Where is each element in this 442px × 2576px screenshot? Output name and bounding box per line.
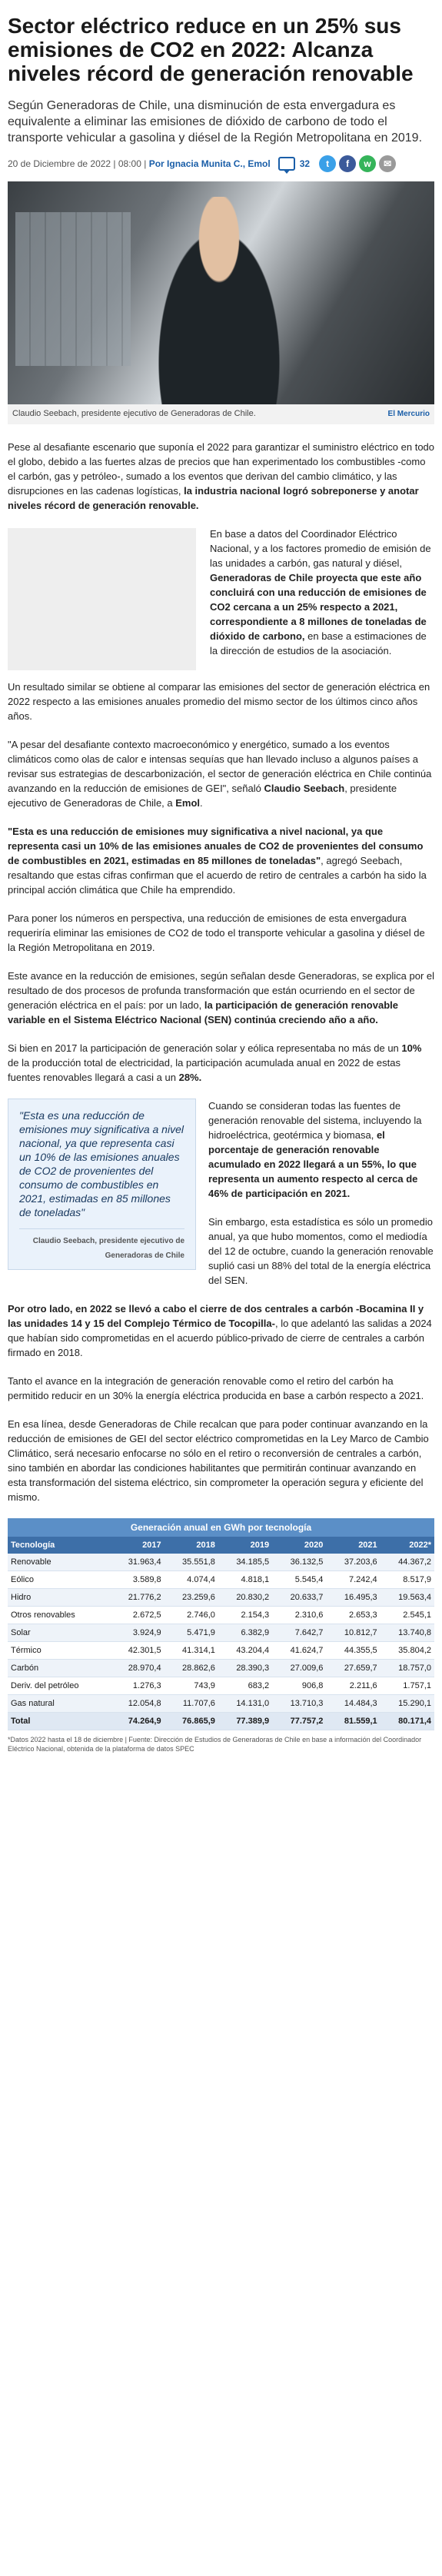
table-cell: 36.132,5 xyxy=(272,1554,326,1571)
table-cell: 28.390,3 xyxy=(218,1660,272,1677)
table-cell: 3.924,9 xyxy=(110,1624,164,1642)
table-cell: 14.131,0 xyxy=(218,1695,272,1713)
author-link[interactable]: Por Ignacia Munita C., Emol xyxy=(148,158,271,169)
table-cell: 35.551,8 xyxy=(165,1554,218,1571)
table-cell: 5.471,9 xyxy=(165,1624,218,1642)
table-cell: 6.382,9 xyxy=(218,1624,272,1642)
comments-button[interactable] xyxy=(278,157,310,171)
byline-row xyxy=(8,155,434,172)
comment-bubble-icon xyxy=(278,157,295,171)
paragraph: En esa línea, desde Generadoras de Chile recalcan que para poder continuar avanzando en la reducción de emisiones de GEI del sector eléctrico comprometidas en la Ley Marco de Cambio Climático, será necesario enfocarse no sólo en el retiro o reconversión de centrales a carbón, sino también en abordar las condiciones habilitantes que permitirán continuar avanzando en esta transformación del sistema eléctrico, sin comprometer la operación segura y eficiente del mismo. xyxy=(8,1418,429,1503)
table-cell: 41.624,7 xyxy=(272,1642,326,1660)
table-cell: 77.757,2 xyxy=(272,1713,326,1730)
table-header: Tecnología xyxy=(8,1537,110,1554)
table-cell: 42.301,5 xyxy=(110,1642,164,1660)
table-cell: 4.818,1 xyxy=(218,1571,272,1589)
photo-caption-row xyxy=(8,404,434,424)
table-cell: 20.633,7 xyxy=(272,1589,326,1607)
table-cell: 43.204,4 xyxy=(218,1642,272,1660)
paragraph-text: , lo que adelantó las salidas a 2024 que habían sido comprometidas en el acuerdo público-privado de cierre de centrales a carbón firmado en 2018. xyxy=(8,1318,432,1358)
table-cell: 3.589,8 xyxy=(110,1571,164,1589)
paragraph-bold: Generadoras de Chile proyecta que este año concluirá con una reducción de emisiones de CO2 cercana a un 25% respecto a 2021, correspondiente a 8 millones de toneladas de dióxido de carbono, xyxy=(210,572,427,642)
table-row xyxy=(8,1571,434,1589)
table-cell: Gas natural xyxy=(8,1695,110,1713)
paragraph: Sin embargo, esta estadística es sólo un promedio anual, ya que hubo momentos, como el mediodía del 12 de octubre, cuando la generación renovable suplió casi un 88% del total de la energía eléctrica del SEN. xyxy=(208,1216,434,1286)
comments-count: 32 xyxy=(299,158,311,169)
table-row xyxy=(8,1607,434,1624)
table-cell: 74.264,9 xyxy=(110,1713,164,1730)
article-title: Sector eléctrico reduce en un 25% sus emisiones de CO2 en 2022: Alcanza niveles récord de generación renovable xyxy=(8,14,414,85)
table-header: 2019 xyxy=(218,1537,272,1554)
photo-credit: El Mercurio xyxy=(387,410,430,418)
table-cell: 77.389,9 xyxy=(218,1713,272,1730)
whatsapp-icon[interactable]: w xyxy=(359,155,376,172)
paragraph-bold: "Esta es una reducción de emisiones muy significativa a nivel nacional, ya que representa casi un 10% de las emisiones anuales de CO2 de provenientes del consumo de combustibles en 2021, estimadas en 85 millones de toneladas" xyxy=(8,826,424,866)
table-cell: Deriv. del petróleo xyxy=(8,1677,110,1695)
table-cell: 13.740,8 xyxy=(381,1624,434,1642)
table-cell: 2.154,3 xyxy=(218,1607,272,1624)
table-cell: 12.054,8 xyxy=(110,1695,164,1713)
paragraph: Un resultado similar se obtiene al comparar las emisiones del sector de generación eléctrica en 2022 respecto a las emisiones anuales promedio del mismo sector de los últimos cinco años años. xyxy=(8,681,430,722)
table-cell: 27.009,6 xyxy=(272,1660,326,1677)
table-row xyxy=(8,1695,434,1713)
table-cell: 76.865,9 xyxy=(165,1713,218,1730)
pull-quote-text: "Esta es una reducción de emisiones muy significativa a nivel nacional, ya que representa casi un 10% de las emisiones anuales de CO2 de provenientes del consumo de combustibles en 2021, estimadas en 85 millones de toneladas" xyxy=(19,1109,184,1218)
paragraph-text: Este avance en la reducción de emisiones, según señalan desde Generadoras, se explica por el resultado de dos procesos de profunda transformación que están ocurriendo en el sector de generación eléctrica en el país: por un lado, xyxy=(8,970,435,1011)
photo-caption: Claudio Seebach, presidente ejecutivo de Generadoras de Chile. xyxy=(12,409,256,418)
table-header: 2021 xyxy=(326,1537,380,1554)
table-cell: 37.203,6 xyxy=(326,1554,380,1571)
table-cell: 27.659,7 xyxy=(326,1660,380,1677)
article-date: 20 de Diciembre de 2022 | 08:00 | xyxy=(8,158,147,169)
table-cell: 28.970,4 xyxy=(110,1660,164,1677)
paragraph xyxy=(8,737,434,810)
table-cell: Otros renovables xyxy=(8,1607,110,1624)
table-cell: 18.757,0 xyxy=(381,1660,434,1677)
article-lead: Según Generadoras de Chile, una disminución de esta envergadura es equivalente a eliminar las emisiones de dióxido de carbono de todo el transporte vehicular a gasolina y diésel de la Región Metropolitana en 2019. xyxy=(8,99,423,145)
table-row xyxy=(8,1677,434,1695)
paragraph-bold: Por otro lado, en 2022 se llevó a cabo el cierre de dos centrales a carbón -Bocamina II y las unidades 14 y 15 del Complejo Térmico de Tocopilla- xyxy=(8,1303,424,1329)
table-cell: 2.545,1 xyxy=(381,1607,434,1624)
table-cell: 4.074,4 xyxy=(165,1571,218,1589)
paragraph-text: , presidente ejecutivo de Generadoras de Chile, a xyxy=(8,783,397,809)
table-cell: 35.804,2 xyxy=(381,1642,434,1660)
table-row xyxy=(8,1660,434,1677)
table-cell: 1.757,1 xyxy=(381,1677,434,1695)
table-total-row xyxy=(8,1713,434,1730)
table-cell: 44.367,2 xyxy=(381,1554,434,1571)
paragraph-text: en base a estimaciones de la dirección de estudios de la asociación. xyxy=(210,630,427,656)
table-cell: 743,9 xyxy=(165,1677,218,1695)
article-photo xyxy=(8,181,434,404)
table-cell: 20.830,2 xyxy=(218,1589,272,1607)
paragraph-text: , agregó Seebach, resaltando que estas cifras confirman que el acuerdo de retiro de centrales a carbón ha sido la principal acción climática que Chile ha emprendido. xyxy=(8,855,427,896)
paragraph-bold: 10% xyxy=(401,1042,422,1054)
table-cell: 683,2 xyxy=(218,1677,272,1695)
paragraph-bold: la participación de generación renovable variable en el Sistema Eléctrico Nacional (SEN) continúa creciendo año a año. xyxy=(8,999,398,1025)
table-cell: 2.746,0 xyxy=(165,1607,218,1624)
paragraph xyxy=(8,440,434,513)
table-cell: 8.517,9 xyxy=(381,1571,434,1589)
table-cell: 28.862,6 xyxy=(165,1660,218,1677)
article-body xyxy=(8,440,434,1504)
paragraph-text: . xyxy=(200,797,203,809)
paragraph-text: En base a datos del Coordinador Eléctrico Nacional, y a los factores promedio de emisión de las unidades a carbón, gas natural y diésel, xyxy=(210,528,431,569)
table-cell: 23.259,6 xyxy=(165,1589,218,1607)
table-cell: 80.171,4 xyxy=(381,1713,434,1730)
table-cell: Carbón xyxy=(8,1660,110,1677)
table-cell: 906,8 xyxy=(272,1677,326,1695)
table-cell: 11.707,6 xyxy=(165,1695,218,1713)
table-cell: 7.642,7 xyxy=(272,1624,326,1642)
paragraph-text: de la producción total de electricidad, la participación acumulada anual en 2022 de estas fuentes renovables llegará a casi a un xyxy=(8,1057,400,1083)
paragraph-bold: la industria nacional logró sobreponerse y anotar niveles récord de generación renovable. xyxy=(8,485,419,511)
paragraph-bold: el porcentaje de generación renovable acumulado en 2022 llegará a un 55%, lo que representa un aumento respecto al cerca de 46% de participación en 2021. xyxy=(208,1129,418,1199)
table-cell: Total xyxy=(8,1713,110,1730)
twitter-icon[interactable]: t xyxy=(319,155,336,172)
table-row xyxy=(8,1624,434,1642)
table-cell: 5.545,4 xyxy=(272,1571,326,1589)
paragraph-text: Pese al desafiante escenario que suponía el 2022 para garantizar el suministro eléctrico en todo el globo, debido a las fuertes alzas de precios que han experimentado los combustibles -como el carbón, gas y petróleo-, sumado a los eventos que derivan del cambio climático, y las disrupciones en las cadenas logísticas, xyxy=(8,441,435,497)
paragraph xyxy=(8,824,434,897)
pull-quote-author: Claudio Seebach, presidente ejecutivo de Generadoras de Chile xyxy=(19,1228,184,1263)
generation-table xyxy=(8,1518,434,1730)
paragraph-bold: Emol xyxy=(175,797,201,809)
table-header: 2018 xyxy=(165,1537,218,1554)
paragraph-text: "A pesar del desafiante contexto macroeconómico y energético, sumado a los eventos climáticos como olas de calor e intensas sequías que han llevado incluso a algunos países a revisar sus estrategias de descarbonización, el sector de generación eléctrica en Chile continúa avanzando en la reducción de emisiones de GEI", señaló xyxy=(8,739,432,794)
table-title: Generación anual en GWh por tecnología xyxy=(8,1518,434,1537)
paragraph xyxy=(8,969,434,1027)
table-cell: Hidro xyxy=(8,1589,110,1607)
table-cell: Térmico xyxy=(8,1642,110,1660)
table-row xyxy=(8,1554,434,1571)
table-cell: 10.812,7 xyxy=(326,1624,380,1642)
table-cell: 41.314,1 xyxy=(165,1642,218,1660)
table-cell: 7.242,4 xyxy=(326,1571,380,1589)
table-cell: 2.653,3 xyxy=(326,1607,380,1624)
table-cell: 2.672,5 xyxy=(110,1607,164,1624)
table-cell: Renovable xyxy=(8,1554,110,1571)
paragraph: Tanto el avance en la integración de generación renovable como el retiro del carbón ha permitido reducir en un 30% la energía eléctrica producida en base a carbón respecto a 2021. xyxy=(8,1375,424,1401)
paragraph-bold: Claudio Seebach xyxy=(264,783,345,794)
table-header: 2022* xyxy=(381,1537,434,1554)
pull-quote xyxy=(8,1099,196,1270)
table-cell: 15.290,1 xyxy=(381,1695,434,1713)
paragraph xyxy=(8,1041,434,1085)
table-cell: 14.484,3 xyxy=(326,1695,380,1713)
table-header-row xyxy=(8,1537,434,1554)
table-cell: 1.276,3 xyxy=(110,1677,164,1695)
table-cell: Solar xyxy=(8,1624,110,1642)
table-cell: 16.495,3 xyxy=(326,1589,380,1607)
table-cell: 31.963,4 xyxy=(110,1554,164,1571)
photo-window xyxy=(15,212,131,366)
facebook-icon[interactable]: f xyxy=(339,155,356,172)
share-buttons xyxy=(319,155,396,172)
mail-icon[interactable]: ✉ xyxy=(379,155,396,172)
table-header: 2020 xyxy=(272,1537,326,1554)
table-cell: 19.563,4 xyxy=(381,1589,434,1607)
table-cell: 34.185,5 xyxy=(218,1554,272,1571)
table-row xyxy=(8,1589,434,1607)
paragraph-text: Cuando se consideran todas las fuentes de generación renovable del sistema, incluyendo la hidroeléctrica, geotérmica y biomasa, xyxy=(208,1100,422,1141)
table-footnote: *Datos 2022 hasta el 18 de diciembre | Fuente: Dirección de Estudios de Generadoras de Chile en base a información del Coordinador Eléctrico Nacional, obtenida de la plataforma de datos SPEC xyxy=(8,1736,422,1753)
side-box xyxy=(8,528,196,670)
paragraph xyxy=(8,1301,434,1360)
table-cell: 81.559,1 xyxy=(326,1713,380,1730)
table-cell: 2.310,6 xyxy=(272,1607,326,1624)
paragraph: Para poner los números en perspectiva, una reducción de emisiones de esta envergadura requeriría eliminar las emisiones de CO2 de todo el transporte vehicular a gasolina y diésel de la Región Metropolitana en 2019. xyxy=(8,912,425,953)
paragraph-bold: 28%. xyxy=(178,1072,202,1083)
photo-person xyxy=(142,197,296,404)
paragraph-text: Si bien en 2017 la participación de generación solar y eólica representaba no más de un xyxy=(8,1042,402,1054)
table-row xyxy=(8,1642,434,1660)
table-cell: 44.355,5 xyxy=(326,1642,380,1660)
table-body xyxy=(8,1554,434,1713)
table-cell: Eólico xyxy=(8,1571,110,1589)
table-cell: 2.211,6 xyxy=(326,1677,380,1695)
table-cell: 21.776,2 xyxy=(110,1589,164,1607)
table-cell: 13.710,3 xyxy=(272,1695,326,1713)
table-header: 2017 xyxy=(110,1537,164,1554)
